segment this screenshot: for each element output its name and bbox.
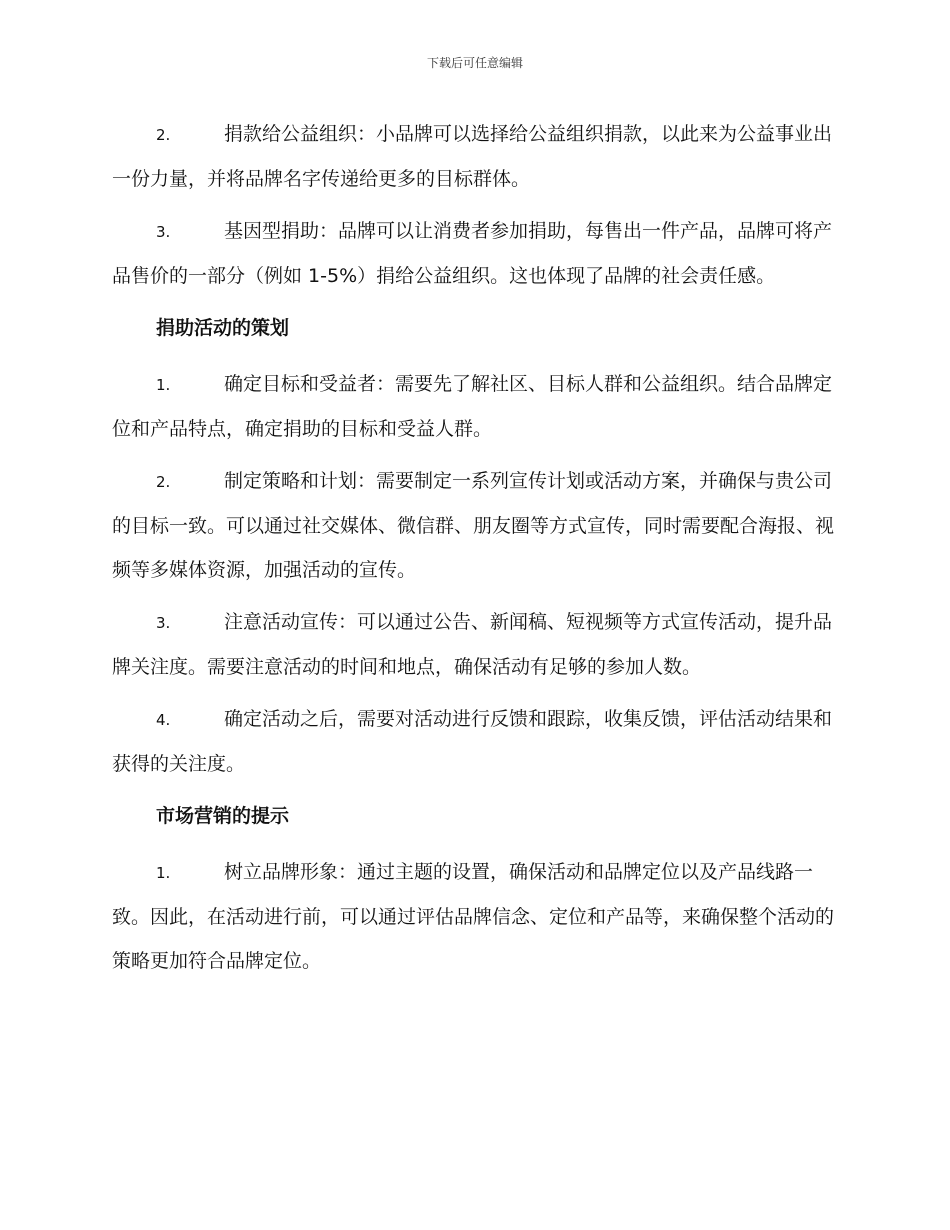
list-item bbox=[112, 697, 840, 786]
item-text: 制定策略和计划：需要制定一系列宣传计划或活动方案，并确保与贵公司的目标一致。可以通过社交媒体、微信群、朋友圈等方式宣传，同时需要配合海报、视频等多媒体资源，加强活动的宣传。 bbox=[112, 470, 835, 581]
document-body bbox=[112, 112, 840, 991]
list-item bbox=[112, 362, 840, 451]
item-number: 2. bbox=[156, 126, 171, 144]
item-text: 注意活动宣传：可以通过公告、新闻稿、短视频等方式宣传活动，提升品牌关注度。需要注意活动的时间和地点，确保活动有足够的参加人数。 bbox=[112, 611, 833, 678]
list-item bbox=[112, 209, 840, 298]
list-item bbox=[112, 600, 840, 689]
item-number: 3. bbox=[156, 614, 171, 632]
section-heading: 捐助活动的策划 bbox=[156, 317, 290, 339]
list-item bbox=[112, 112, 840, 201]
list-item bbox=[112, 850, 840, 983]
page-header: 下载后可任意编辑 bbox=[426, 56, 523, 70]
item-text: 基因型捐助：品牌可以让消费者参加捐助，每售出一件产品，品牌可将产品售价的一部分（例如 1-5%）捐给公益组织。这也体现了品牌的社会责任感。 bbox=[112, 220, 833, 287]
item-text: 确定目标和受益者：需要先了解社区、目标人群和公益组织。结合品牌定位和产品特点，确定捐助的目标和受益人群。 bbox=[112, 373, 833, 440]
item-number: 2. bbox=[156, 473, 171, 491]
item-number: 4. bbox=[156, 711, 171, 729]
item-text: 确定活动之后，需要对活动进行反馈和跟踪，收集反馈，评估活动结果和获得的关注度。 bbox=[112, 708, 833, 775]
item-text: 树立品牌形象：通过主题的设置，确保活动和品牌定位以及产品线路一致。因此，在活动进行前，可以通过评估品牌信念、定位和产品等，来确保整个活动的策略更加符合品牌定位。 bbox=[112, 861, 835, 972]
item-number: 1. bbox=[156, 376, 171, 394]
item-text: 捐款给公益组织：小品牌可以选择给公益组织捐款，以此来为公益事业出一份力量，并将品牌名字传递给更多的目标群体。 bbox=[112, 123, 833, 190]
section-heading: 市场营销的提示 bbox=[156, 805, 290, 827]
list-item bbox=[112, 459, 840, 592]
item-number: 3. bbox=[156, 223, 171, 241]
item-number: 1. bbox=[156, 864, 171, 882]
